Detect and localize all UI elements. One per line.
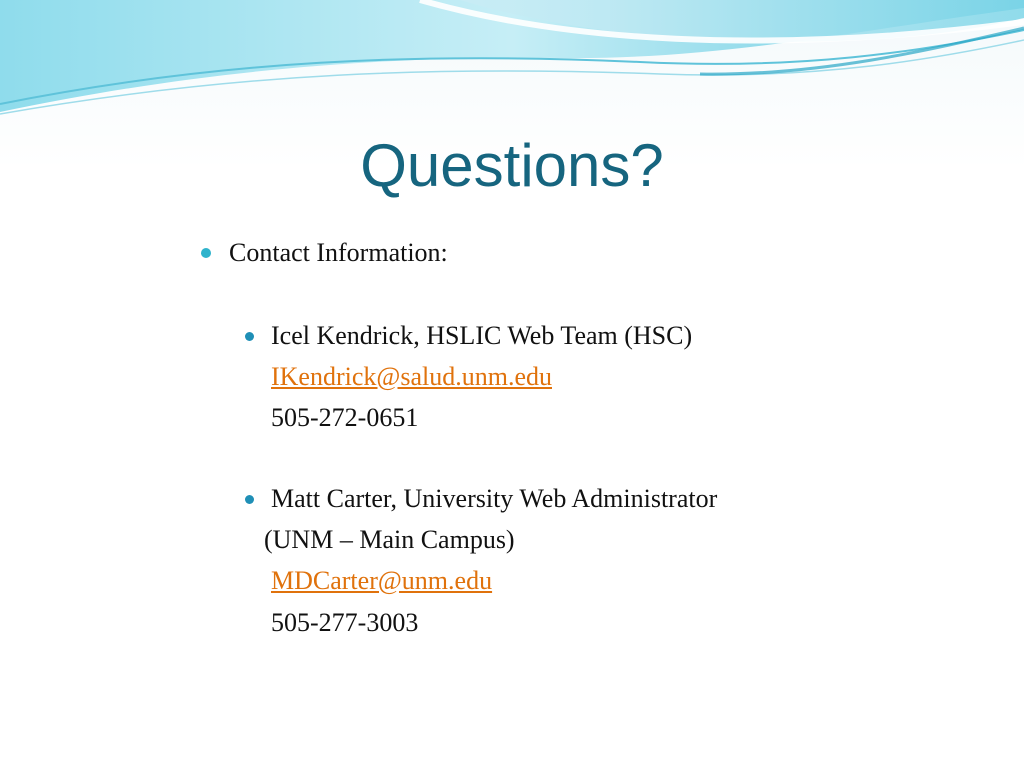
slide-title: Questions? <box>360 132 664 199</box>
contact-2-email-link[interactable]: MDCarter@unm.edu <box>271 566 493 595</box>
bullet-dot-icon <box>201 248 211 258</box>
wave-header-decoration <box>0 0 1024 130</box>
contact-heading: Contact Information: <box>229 238 448 267</box>
contact-1-name: Icel Kendrick, HSLIC Web Team (HSC) <box>271 321 693 350</box>
contact-1-phone: 505-272-0651 <box>271 403 419 432</box>
contact-1-email-link[interactable]: IKendrick@salud.unm.edu <box>271 362 552 391</box>
bullet-dot-icon <box>245 495 254 504</box>
contact-2-affiliation: (UNM – Main Campus) <box>264 525 515 554</box>
contact-2-phone: 505-277-3003 <box>271 608 419 637</box>
contact-2-name: Matt Carter, University Web Administrator <box>271 484 718 513</box>
bullet-dot-icon <box>245 332 254 341</box>
